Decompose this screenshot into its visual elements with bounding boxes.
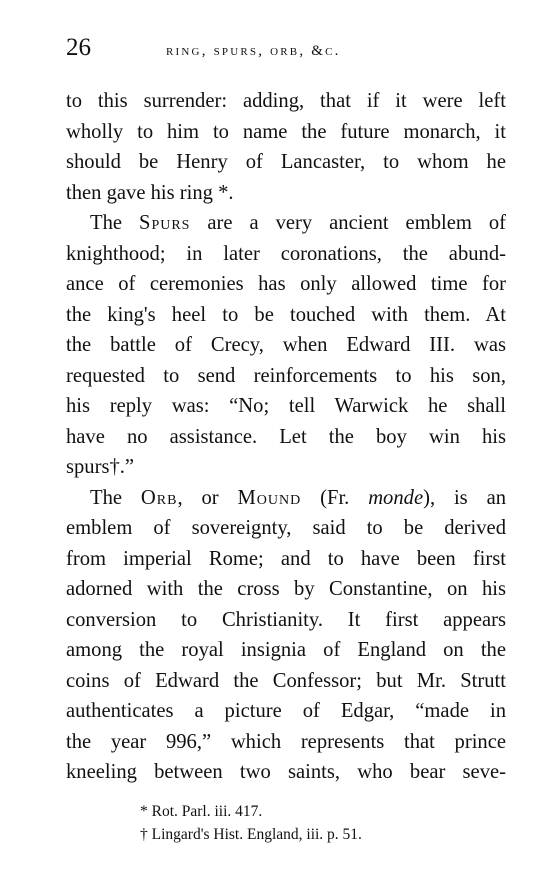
text-run: The [90, 212, 139, 234]
text-line [66, 208, 506, 239]
text-run: are a very ancient emblem of [190, 212, 506, 234]
text-line [66, 483, 506, 514]
text-line: should be Henry of Lancaster, to whom he [66, 151, 506, 173]
page-header [66, 34, 506, 66]
footnote: * Rot. Parl. iii. 417. [140, 803, 263, 820]
text-line: spurs†.” [66, 456, 135, 478]
body-text [66, 86, 506, 788]
text-line: coins of Edward the Confessor; but Mr. Strutt [66, 669, 506, 692]
text-run: The [90, 486, 141, 509]
small-caps-term: Mound [237, 486, 302, 509]
text-line: the year 996,” which represents that prince [66, 730, 506, 753]
text-run: ), is an [423, 486, 506, 509]
text-line: his reply was: “No; tell Warwick he shall [66, 395, 506, 417]
small-caps-term: Spurs [138, 212, 191, 234]
text-line: emblem of sovereignty, said to be derived [66, 517, 506, 539]
text-line: adorned with the cross by Constantine, on his [66, 578, 506, 600]
page-number: 26 [66, 34, 91, 61]
footnote: † Lingard's Hist. England, iii. p. 51. [140, 826, 362, 843]
text-line: the battle of Crecy, when Edward III. was [66, 334, 506, 356]
text-line: then gave his ring *. [66, 181, 234, 204]
text-line: authenticates a picture of Edgar, “made in [66, 700, 506, 722]
italic-term: monde [368, 486, 424, 509]
text-line: wholly to him to name the future monarch, it [66, 120, 506, 143]
text-line: have no assistance. Let the boy win his [66, 425, 506, 448]
text-line: among the royal insignia of England on the [66, 639, 506, 661]
text-line: knighthood; in later coronations, the abund- [66, 242, 506, 265]
text-line: conversion to Christianity. It first appears [66, 608, 506, 631]
text-line: from imperial Rome; and to have been first [66, 547, 506, 570]
footnotes [140, 800, 480, 846]
text-line: requested to send reinforcements to his son, [66, 364, 506, 387]
text-line: the king's heel to be touched with them. At [66, 303, 506, 326]
text-line: to this surrender: adding, that if it were left [66, 90, 506, 112]
text-line: ance of ceremonies has only allowed time for [66, 273, 506, 295]
text-run: , or [177, 486, 238, 509]
running-head: ring, spurs, orb, &c. [166, 43, 341, 59]
small-caps-term: Orb [140, 486, 178, 509]
text-line: kneeling between two saints, who bear seve- [66, 761, 506, 783]
text-run: (Fr. [301, 486, 369, 509]
